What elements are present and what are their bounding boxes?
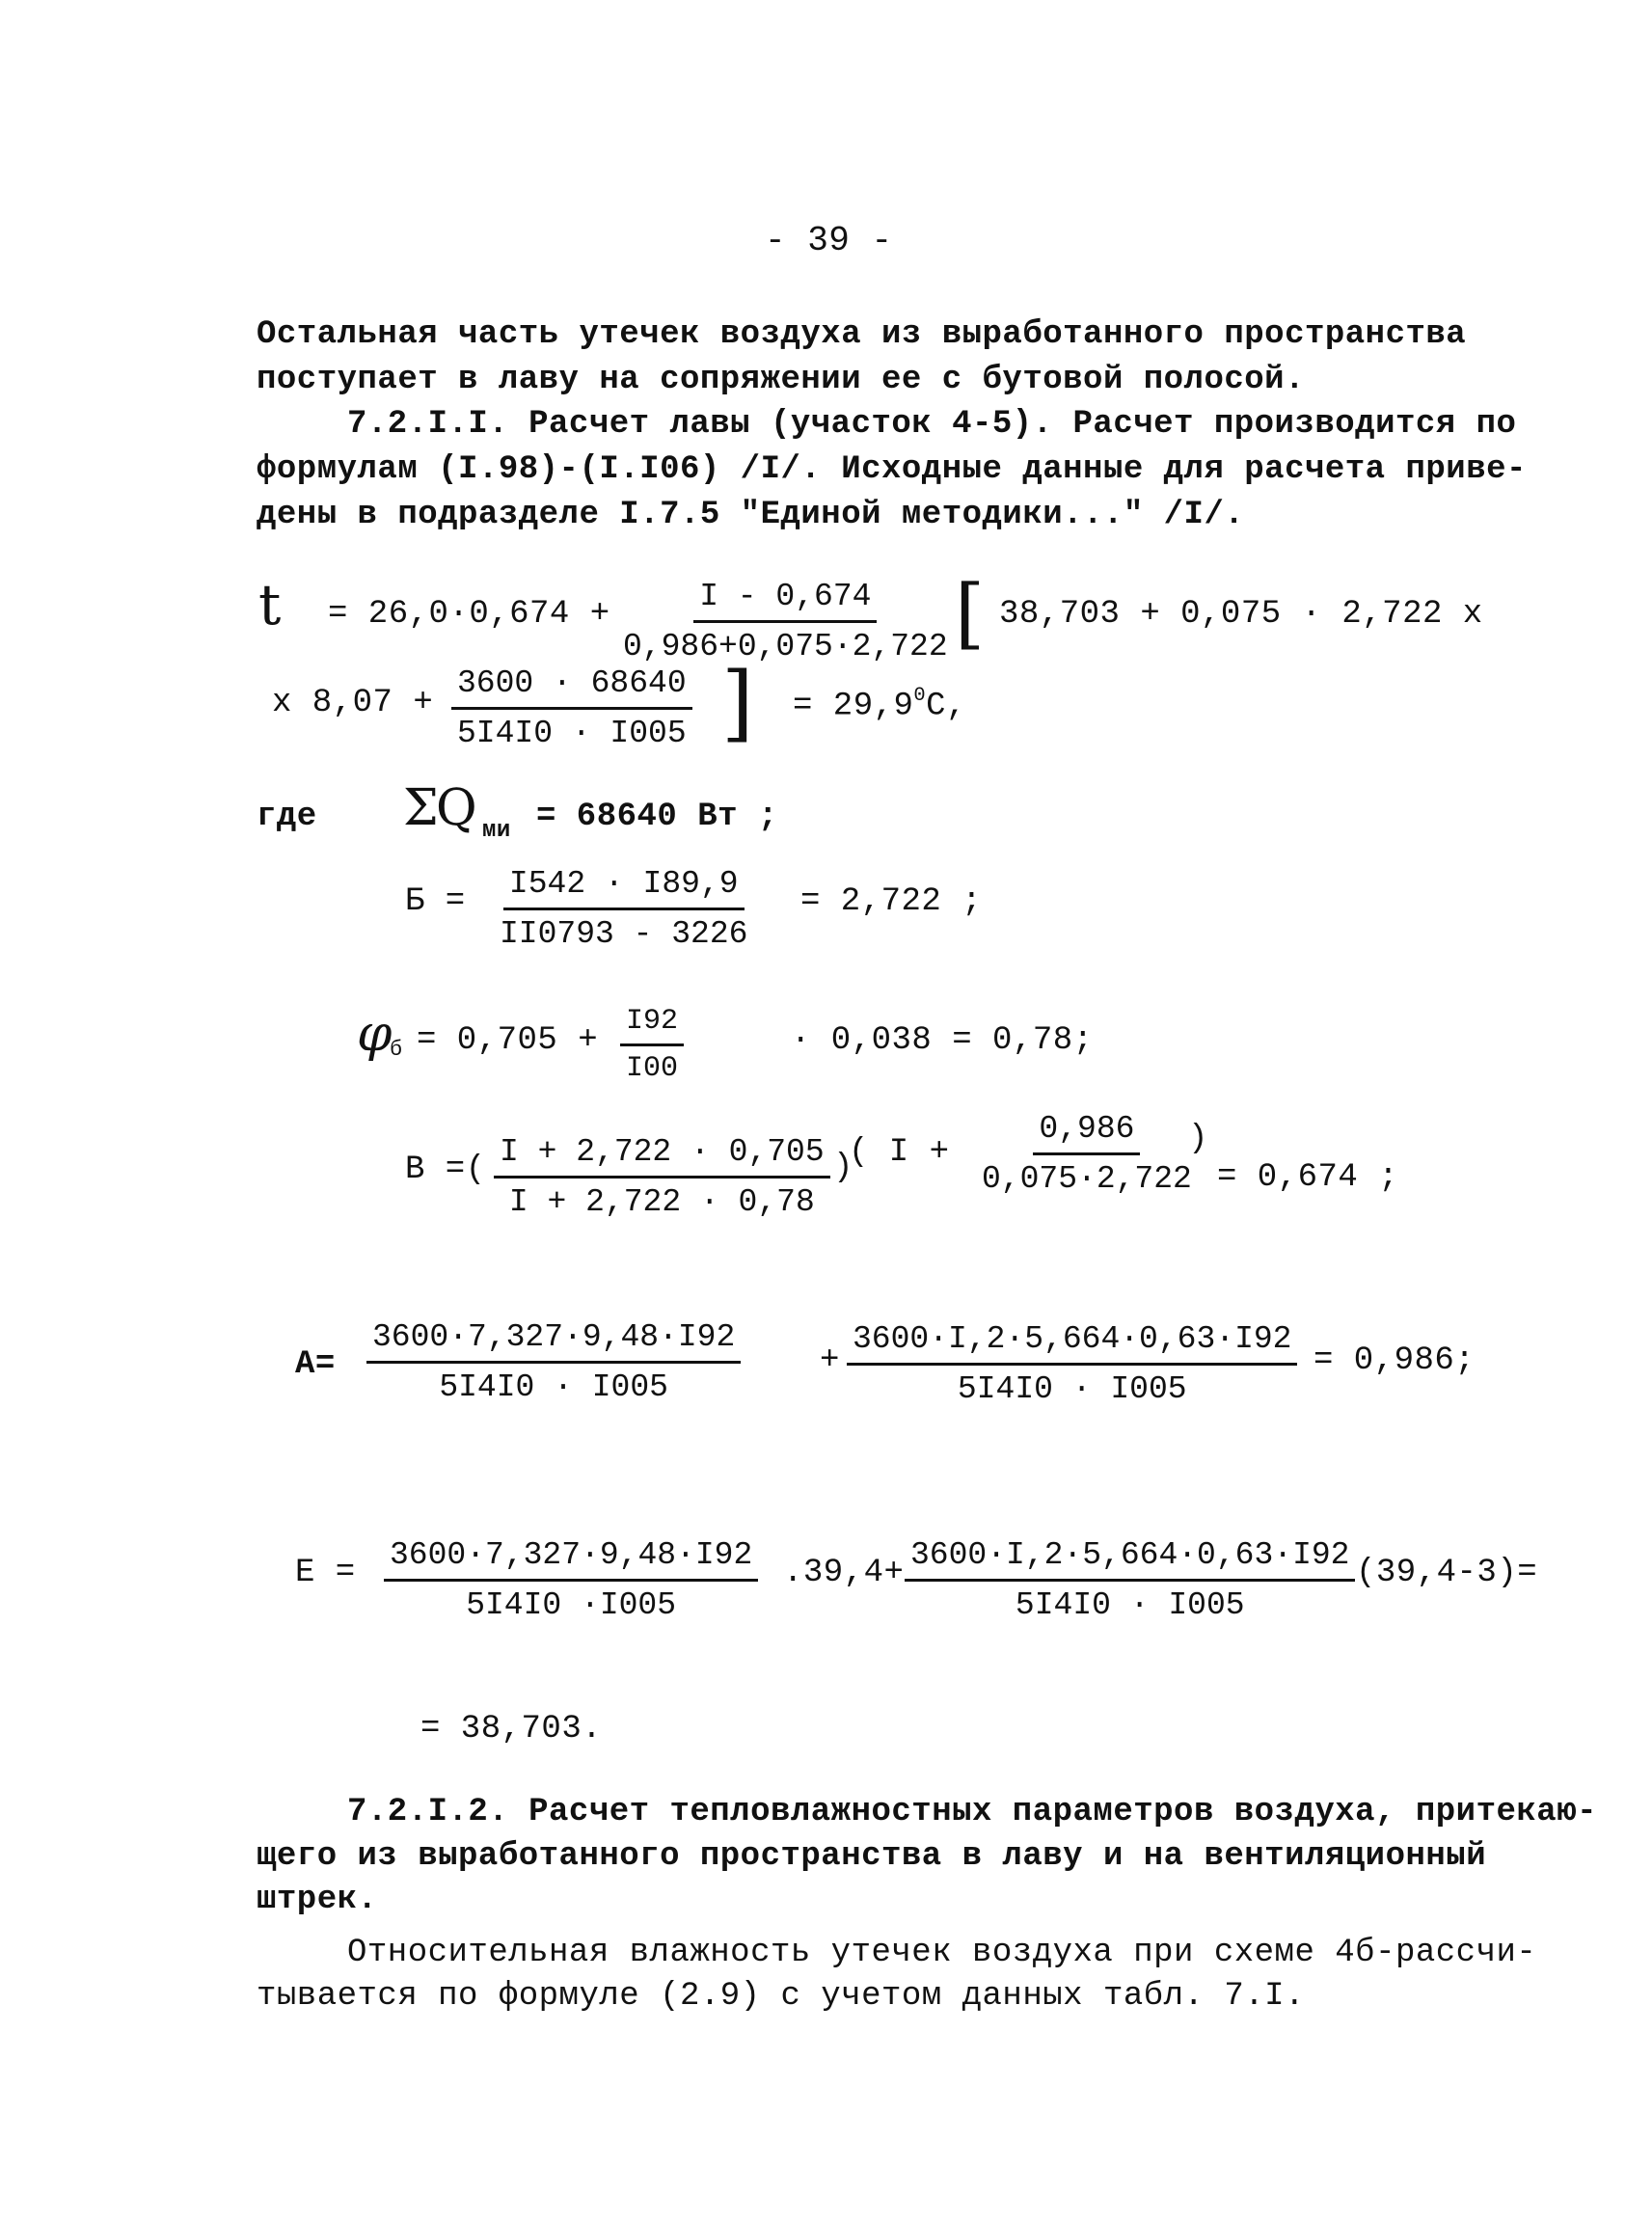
closing-line-1: Относительная влажность утечек воздуха при схеме 4б-рассчи-: [347, 1935, 1537, 1971]
formula-v-result: = 0,674 ;: [1217, 1159, 1399, 1196]
formula-t-part2: 38,703 + 0,075 · 2,722 x: [999, 596, 1483, 633]
formula-t-part3: x 8,07 +: [272, 685, 434, 721]
formula-e-fraction-1: [384, 1537, 758, 1623]
formula-e-fraction-2-numerator: 3600·I,2·5,664·0,63·I92: [905, 1537, 1355, 1582]
formula-phi-result: · 0,038 = 0,78;: [791, 1022, 1094, 1059]
formula-t-result: = $29,9^0С$,: [793, 685, 966, 725]
section-7211-line-3: дены в подразделе I.7.5 "Единой методики..." /I/.: [257, 497, 1245, 533]
formula-t-lhs: t: [258, 572, 282, 637]
intro-line-2: поступает в лаву на сопряжении ее с бутовой полосой.: [257, 362, 1305, 398]
formula-v-fraction-1-numerator: I + 2,722 · 0,705: [494, 1134, 830, 1179]
section-7211-line-2: формулам (I.98)-(I.I06) /I/. Исходные данные для расчета приве-: [257, 451, 1527, 488]
formula-t-fraction-2-denominator: 5I4I0 · I005: [457, 716, 687, 751]
q-subscript: ми: [482, 818, 511, 844]
formula-phi-denominator: I00: [626, 1052, 679, 1085]
formula-v-fraction-1: [494, 1134, 830, 1220]
formula-b-numerator: I542 · I89,9: [503, 866, 745, 910]
formula-a-fraction-1: [366, 1319, 741, 1405]
phi-symbol: φ: [357, 1005, 393, 1063]
formula-e-tail: (39,4-3)=: [1356, 1555, 1538, 1591]
phi-subscript: б: [390, 1038, 403, 1062]
formula-b-fraction: [494, 866, 753, 952]
formula-v-fraction-2-denominator: 0,075·2,722: [982, 1161, 1192, 1197]
where-value: = 68640 Вт ;: [536, 799, 778, 835]
formula-e-fraction-1-denominator: 5I4I0 ·I005: [466, 1587, 677, 1623]
formula-t-fraction-1: [617, 579, 954, 664]
section-7212-line-1: 7.2.I.2. Расчет тепловлажностных параметров воздуха, притекаю-: [347, 1794, 1598, 1830]
formula-a-result: = 0,986;: [1313, 1342, 1476, 1379]
formula-e-result: = 38,703.: [420, 1711, 603, 1748]
formula-b-denominator: II0793 - 3226: [500, 916, 748, 952]
formula-t-bracket-open: [: [955, 568, 986, 658]
q-symbol: Q: [436, 779, 477, 837]
formula-phi-part1: = 0,705 +: [417, 1022, 599, 1059]
formula-e-fraction-2: [905, 1537, 1355, 1623]
formula-a-lhs: А=: [295, 1346, 336, 1383]
section-7212-line-3: штрек.: [257, 1882, 378, 1918]
formula-v-paren-1: ): [833, 1150, 853, 1186]
page-number: - 39 -: [765, 221, 893, 260]
formula-e-fraction-1-numerator: 3600·7,327·9,48·I92: [384, 1537, 758, 1582]
formula-b-lhs: Б =: [405, 883, 466, 920]
formula-e-mid: .39,4+: [783, 1555, 905, 1591]
formula-a-plus: +: [820, 1342, 840, 1379]
intro-line-1: Остальная часть утечек воздуха из выработанного пространства: [257, 316, 1467, 353]
formula-phi-fraction: [620, 1005, 684, 1085]
formula-v-part2: ( I +: [849, 1134, 950, 1171]
formula-v-lhs: В =(: [405, 1152, 486, 1188]
formula-t-fraction-2-numerator: 3600 · 68640: [451, 665, 692, 710]
formula-v-fraction-1-denominator: I + 2,722 · 0,78: [508, 1184, 815, 1220]
section-7211-line-1: 7.2.I.I. Расчет лавы (участок 4-5). Расчет производится по: [347, 406, 1517, 443]
formula-a-fraction-2: [847, 1321, 1297, 1407]
formula-t-bracket-close: ]: [721, 655, 754, 751]
formula-a-fraction-1-numerator: 3600·7,327·9,48·I92: [366, 1319, 741, 1364]
formula-e-fraction-2-denominator: 5I4I0 · I005: [1015, 1587, 1245, 1623]
formula-phi-numerator: I92: [620, 1005, 684, 1046]
where-label: где: [257, 799, 317, 835]
formula-t-fraction-1-denominator: 0,986+0,075·2,722: [623, 629, 948, 664]
sigma-symbol: Σ: [403, 779, 439, 837]
formula-b-result: = 2,722 ;: [800, 883, 983, 920]
formula-v-fraction-2-numerator: 0,986: [1033, 1111, 1140, 1155]
section-7212-line-2: щего из выработанного пространства в лаву и на вентиляционный: [257, 1838, 1487, 1875]
formula-a-fraction-1-denominator: 5I4I0 · I005: [439, 1369, 668, 1405]
formula-v-fraction-2: [976, 1111, 1198, 1197]
formula-a-fraction-2-denominator: 5I4I0 · I005: [957, 1371, 1187, 1407]
closing-line-2: тывается по формуле (2.9) с учетом данных табл. 7.I.: [257, 1978, 1305, 2015]
formula-t-part1: = 26,0·0,674 +: [328, 596, 610, 633]
formula-t-fraction-1-numerator: I - 0,674: [693, 579, 877, 623]
formula-t-fraction-2: [451, 665, 692, 751]
formula-a-fraction-2-numerator: 3600·I,2·5,664·0,63·I92: [847, 1321, 1297, 1366]
formula-v-paren-2: ): [1188, 1121, 1208, 1157]
formula-e-lhs: Е =: [295, 1555, 356, 1591]
